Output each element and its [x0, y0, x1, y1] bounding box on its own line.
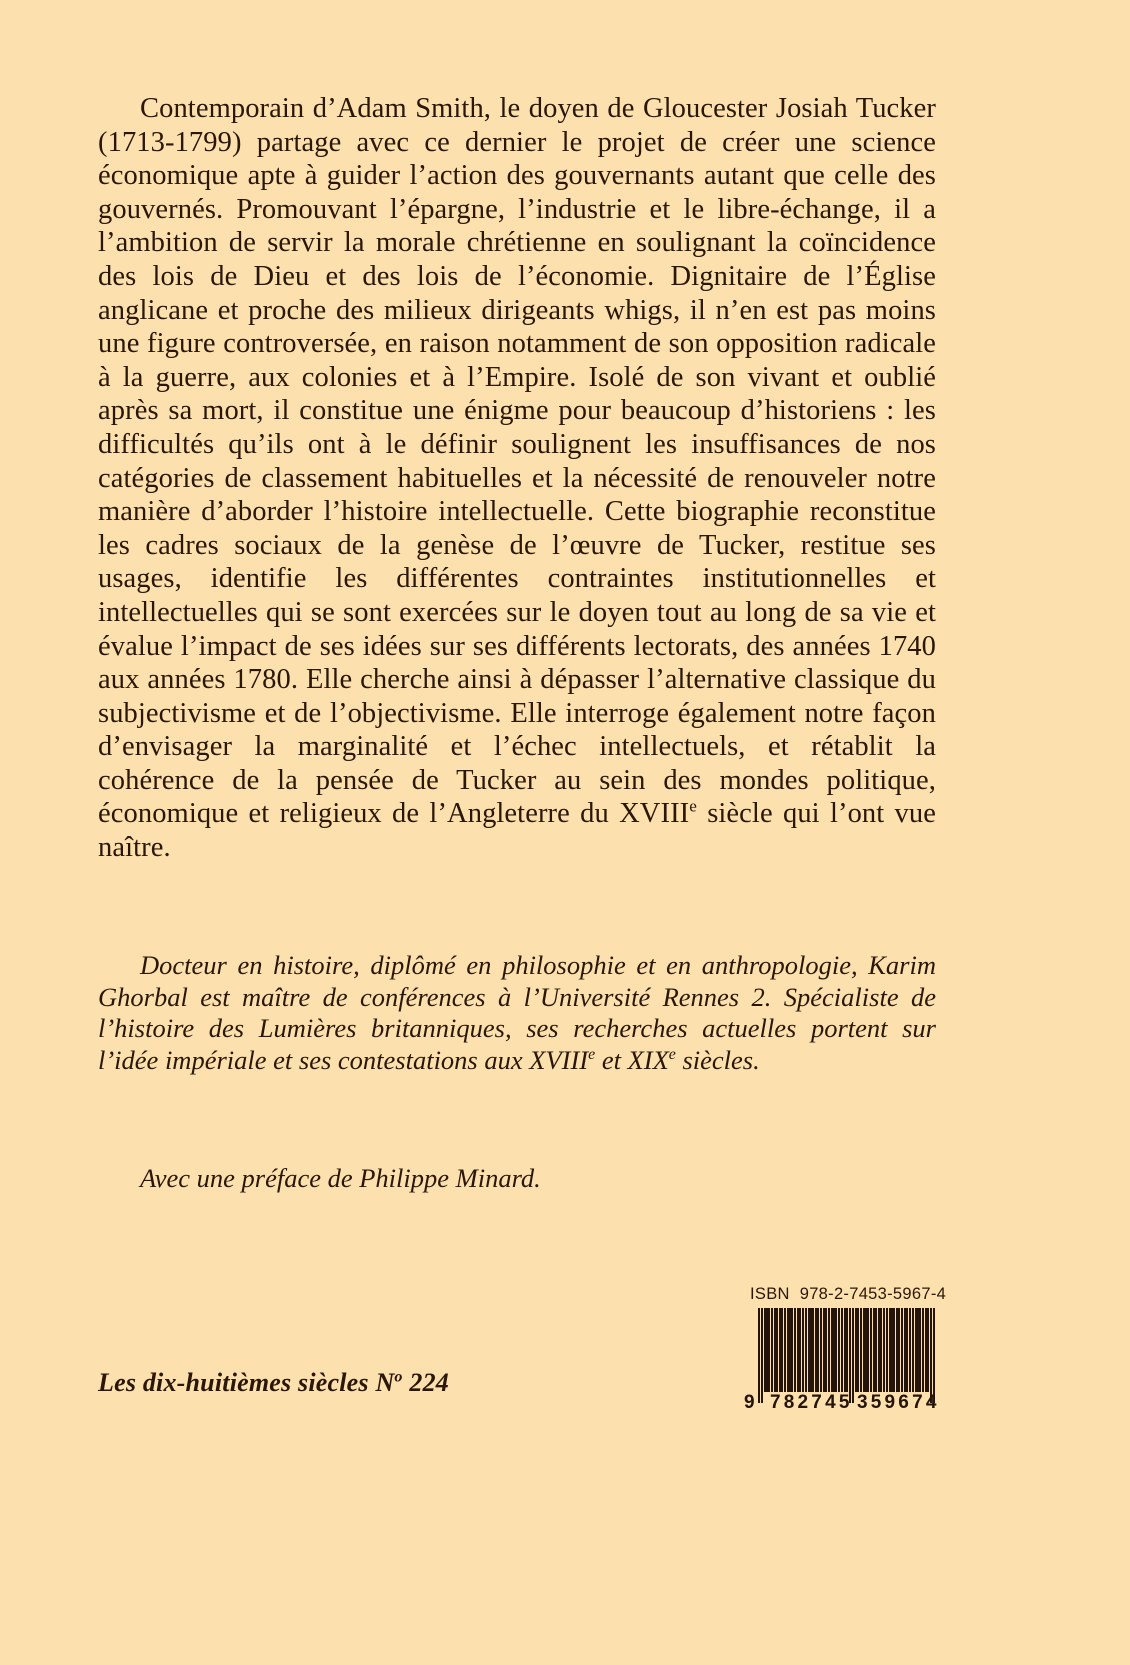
century-ordinal-suffix: e [689, 796, 697, 816]
series-name: Les dix-huitièmes siècles N [98, 1368, 395, 1397]
series-ordinal-marker: o [394, 1368, 403, 1386]
century-roman-numeral: XVIII [619, 798, 690, 830]
blurb-text-part-2: siècle qui l’ont vue naître. [98, 798, 936, 864]
barcode-bars [758, 1308, 944, 1392]
bio-century-1-roman: XVIII [529, 1044, 589, 1075]
isbn-number: 978-2-7453-5967-4 [799, 1285, 947, 1303]
ean13-barcode [744, 1308, 944, 1412]
bio-century-2-roman: XIX [627, 1044, 669, 1075]
preface-note: Avec une préface de Philippe Minard. [140, 1163, 541, 1193]
bio-century-2-ordinal: e [668, 1045, 676, 1063]
ean-digits [744, 1392, 944, 1412]
author-bio-paragraph [98, 950, 936, 1076]
barcode-block [744, 1285, 947, 1413]
bio-text-part-2: siècles. [675, 1044, 760, 1075]
bio-century-1-ordinal: e [588, 1045, 596, 1063]
isbn-label: ISBN [750, 1285, 790, 1303]
series-line [98, 1368, 449, 1398]
isbn-line [744, 1285, 947, 1304]
ean-lead-digit: 9 [744, 1392, 756, 1413]
series-number: 224 [402, 1368, 449, 1397]
blurb-paragraph [98, 92, 936, 865]
bio-century-connector: et [595, 1044, 628, 1075]
blurb-text-part-1: Contemporain d’Adam Smith, le doyen de Gloucester Josiah Tucker (1713-1799) partage avec ce dernier le projet de créer une science économique apte à guider l’action des gouvernants autant que celle des gouvernés. Promouvant l’épargne, l’industrie et le libre-échange, il a l’ambition de servir la morale chrétienne en soulignant la coïncidence des lois de Dieu et des lois de l’économie. Dignitaire de l’Église anglicane et proche des milieux dirigeants whigs, il n’en est pas moins une figure controversée, en raison notamment de son opposition radicale à la guerre, aux colonies et à l’Empire. Isolé de son vivant et oublié après sa mort, il constitue une énigme pour beaucoup d’historiens : les difficultés qu’ils ont à le définir soulignent les insuffisances de nos catégories de classement habituelles et la nécessité de renouveler notre manière d’aborder l’histoire intellectuelle. Cette biographie reconstitue les cadres sociaux de la genèse de l’œuvre de Tucker, restitue ses usages, identifie les différentes contraintes institutionnelles et intellectuelles qui se sont exercées sur le doyen tout au long de sa vie et évalue l’impact de ses idées sur ses différents lectorats, des années 1740 aux années 1780. Elle cherche ainsi à dépasser l’alternative classique du subjectivisme et de l’objectivisme. Elle interroge également notre façon d’envisager la marginalité et l’échec intellectuels, et rétablit la cohérence de la pensée de Tucker au sein des mondes politique, économique et religieux de l’Angleterre du [98, 93, 936, 830]
ean-left-group: 782745 [770, 1392, 853, 1413]
ean-right-group: 359674 [857, 1392, 940, 1413]
bio-text-part-1: Docteur en histoire, diplômé en philosophie et en anthropologie, Karim Ghorbal est maître de conférences à l’Université Rennes 2. Spécialiste de l’histoire des Lumières britanniques, ses recherches actuelles portent sur l’idée impériale et ses contestations aux [98, 950, 936, 1075]
